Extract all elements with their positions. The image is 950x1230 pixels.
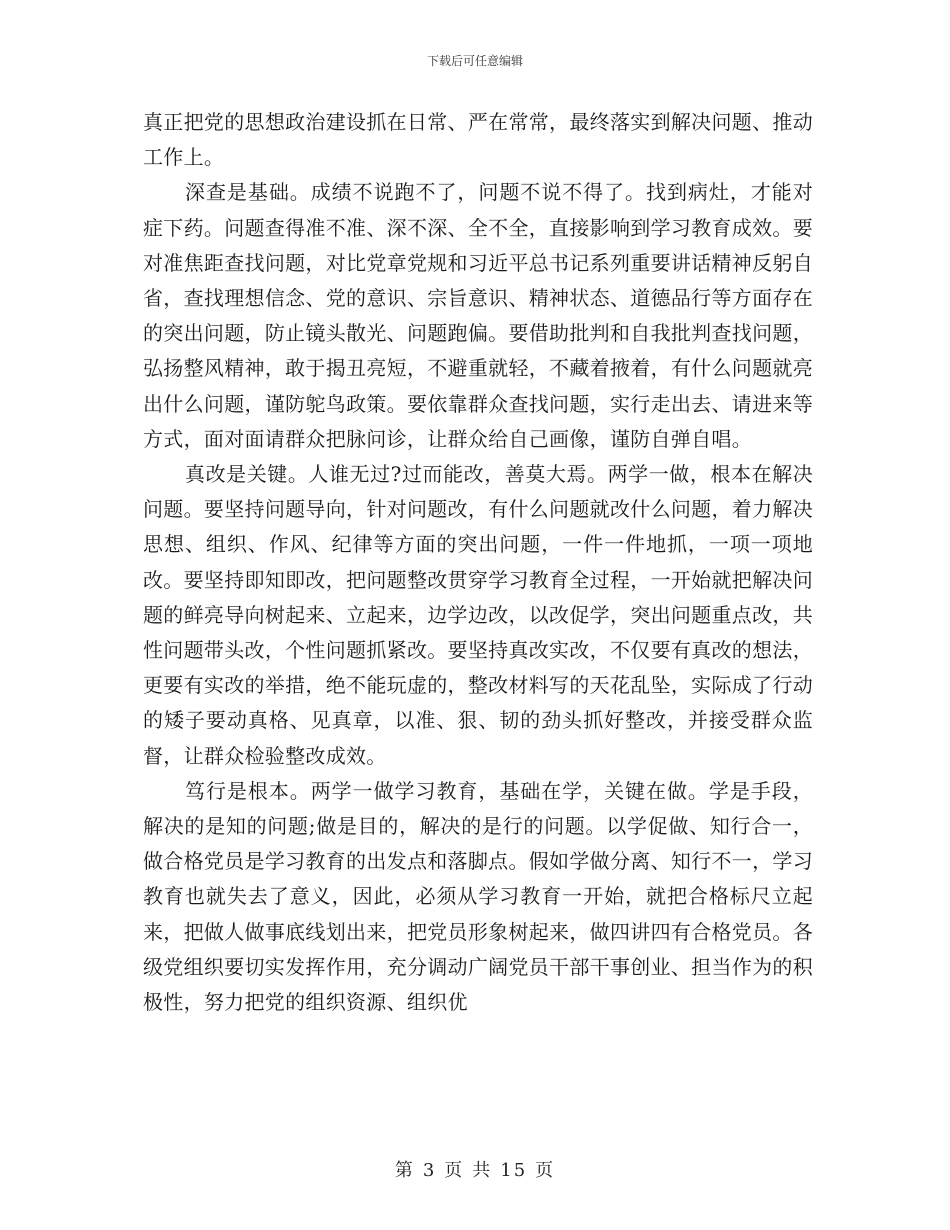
paragraph-real-correction: 真改是关键。人谁无过?过而能改，善莫大焉。两学一做，根本在解决问题。要坚持问题导向，针对问题改，有什么问题就改什么问题，着力解决思想、组织、作风、纪律等方面的突出问题，一件一件地抓，一项一项地改。要坚持即知即改，把问题整改贯穿学习教育全过程，一开始就把解决问题的鲜亮导向树起来、立起来，边学边改，以改促学，突出问题重点改，共性问题带头改，个性问题抓紧改。要坚持真改实改，不仅要有真改的想法，更要有实改的举措，绝不能玩虚的，整改材料写的天花乱坠，实际成了行动的矮子要动真格、见真章，以准、狠、韧的劲头抓好整改，并接受群众监督，让群众检验整改成效。 [143, 462, 813, 768]
paragraph-deep-inspection: 深查是基础。成绩不说跑不了，问题不说不得了。找到病灶，才能对症下药。问题查得准不准、深不深、全不全，直接影响到学习教育成效。要对准焦距查找问题，对比党章党规和习近平总书记系列重要讲话精神反躬自省，查找理想信念、党的意识、宗旨意识、精神状态、道德品行等方面存在的突出问题，防止镜头散光、问题跑偏。要借助批判和自我批判查找问题，弘扬整风精神，敢于揭丑亮短，不避重就轻，不藏着掖着，有什么问题就亮出什么问题，谨防鸵鸟政策。要依靠群众查找问题，实行走出去、请进来等方式，面对面请群众把脉问诊，让群众给自己画像，谨防自弹自唱。 [143, 180, 813, 451]
footer-label-total-unit: 页 [535, 1160, 556, 1181]
footer-total-pages: 15 [500, 1160, 528, 1181]
paragraph-earnest-practice: 笃行是根本。两学一做学习教育，基础在学，关键在做。学是手段，解决的是知的问题;做是目的，解决的是行的问题。以学促做、知行合一，做合格党员是学习教育的出发点和落脚点。假如学做分离、知行不一，学习教育也就失去了意义，因此，必须从学习教育一开始，就把合格标尺立起来，把做人做事底线划出来，把党员形象树起来，做四讲四有合格党员。各级党组织要切实发挥作用，充分调动广阔党员干部干事创业、担当作为的积极性，努力把党的组织资源、组织优 [143, 778, 813, 1015]
page-header-note: 下载后可任意编辑 [426, 54, 523, 68]
footer-current-page: 3 [422, 1160, 437, 1181]
paragraph-continuation: 真正把党的思想政治建设抓在日常、严在常常，最终落实到解决问题、推动工作上。 [143, 110, 813, 170]
footer-label-page: 第 [394, 1160, 415, 1181]
document-body [143, 105, 813, 1020]
footer-label-page-unit: 页 [444, 1160, 465, 1181]
footer-label-total: 共 [472, 1160, 493, 1181]
page-number-footer [0, 1156, 950, 1182]
